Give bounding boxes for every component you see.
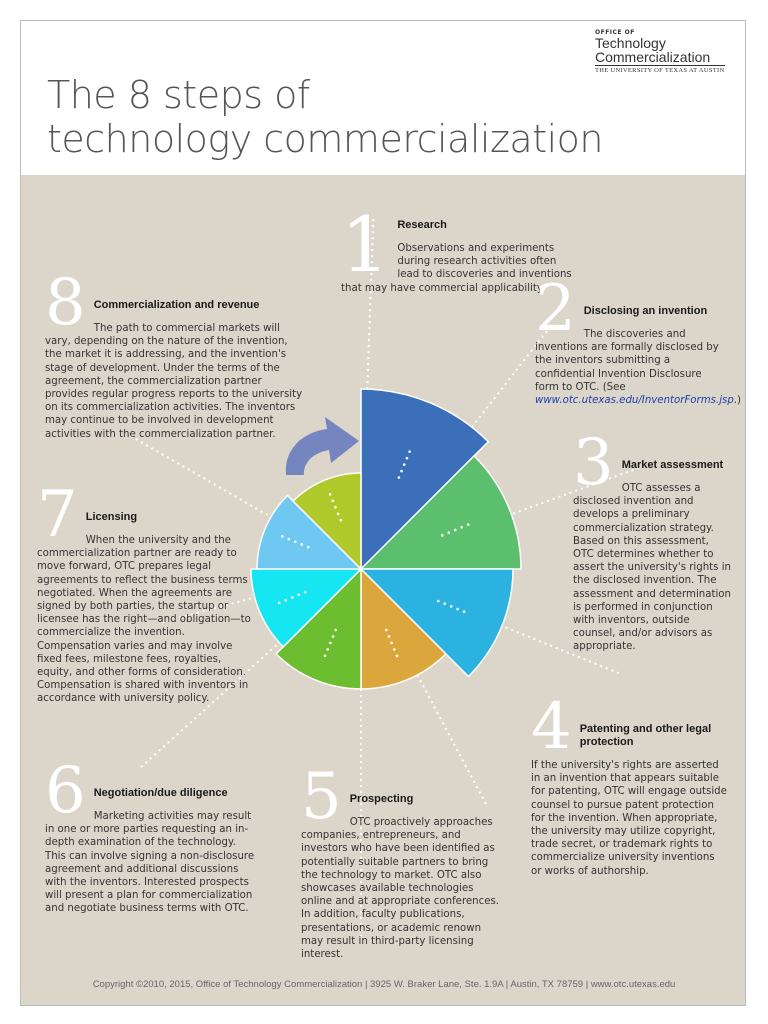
step-number: 7 xyxy=(37,478,78,552)
step-negotiation xyxy=(45,754,259,916)
step-market-assessment xyxy=(573,426,732,654)
wedge-dot xyxy=(291,596,294,599)
logo-university: THE UNIVERSITY OF TEXAS AT AUSTIN xyxy=(595,67,725,74)
step-number: 1 xyxy=(341,200,390,289)
step-title: Licensing xyxy=(85,511,138,523)
wedge-dot xyxy=(294,540,297,543)
title-line-1: The 8 steps of xyxy=(47,73,310,117)
wedge-dot xyxy=(463,610,466,613)
step-text: Observations and experiments during research activities often lead to discoveries and inventions that may have commercial applicability. xyxy=(341,243,572,294)
wedge-dot xyxy=(284,599,287,602)
step-text: The path to commercial markets will vary, depending on the nature of the invention, the market it is addressing, and the invention's stage of development. Under the terms of the agreement, the commercialization partner provides regular progress reports to the university on its commercialization activities. The inventors may continue to be involved in development activities with the commercialization partner. xyxy=(45,323,303,440)
wedge-dot xyxy=(443,602,446,605)
wedge-dot xyxy=(393,648,396,651)
wedge-dot xyxy=(437,600,440,603)
step-number: 2 xyxy=(535,272,576,346)
step-title: Research xyxy=(397,219,447,231)
wedge-dot xyxy=(329,493,332,496)
wedge-dot xyxy=(304,591,307,594)
step-number: 6 xyxy=(45,754,86,828)
step-title: Negotiation/due diligence xyxy=(93,787,228,799)
step-title: Disclosing an invention xyxy=(583,305,708,317)
wedge-dot xyxy=(334,506,337,509)
wedge-dot xyxy=(307,546,310,549)
wedge-dot xyxy=(326,648,329,651)
page-title xyxy=(47,73,603,161)
header xyxy=(21,21,746,175)
wedge-dot xyxy=(332,635,335,638)
wedge-dot xyxy=(385,629,388,632)
wedge-dot xyxy=(329,642,332,645)
step-licensing xyxy=(37,478,251,706)
wedge-dot xyxy=(396,655,399,658)
wedge-dot xyxy=(406,457,409,460)
wedge-dot xyxy=(456,608,459,611)
wedge-dot xyxy=(450,605,453,608)
poster xyxy=(20,20,746,1006)
wedge-dot xyxy=(300,543,303,546)
title-line-2: technology commercialization xyxy=(47,117,603,161)
footer: Copyright ©2010, 2015, Office of Technology Commercialization | 3925 W. Braker Lane, Ste. 1.9A | Austin, TX 78759 | www.otc.utexas.edu xyxy=(92,979,676,990)
wedge-dot xyxy=(403,463,406,466)
wedge-dot xyxy=(287,538,290,541)
step-disclosing xyxy=(535,272,742,407)
wedge-dot xyxy=(398,476,401,479)
step-number: 4 xyxy=(531,690,572,764)
wedge-dot xyxy=(390,642,393,645)
step-prospecting xyxy=(301,760,501,961)
wedge-dot xyxy=(331,500,334,503)
otc-logo xyxy=(595,29,725,74)
step-title: Prospecting xyxy=(349,793,414,805)
logo-line-2: Commercialization xyxy=(595,49,711,65)
wedge-dot xyxy=(467,523,470,526)
step-number: 5 xyxy=(301,760,342,834)
step-text-body: The discoveries and inventions are formally disclosed by the inventors submitting a confidential Invention Disclosure form to OTC. (See xyxy=(535,329,719,393)
step-number: 8 xyxy=(45,266,86,340)
wedge-dot xyxy=(324,655,327,658)
step-number: 3 xyxy=(573,426,614,500)
wedge-dot xyxy=(297,594,300,597)
wedge-dot xyxy=(281,535,284,538)
wedge-dot xyxy=(337,512,340,515)
step-text: When the university and the commercialization partner are ready to move forward, OTC prepares legal agreements to reflect the business terms negotiated. When the agreements are signed by both parties, the startup or licensee has the right—and obligation—to commercialize the invention. Compensation varies and may involve fixed fees, milestone fees, royalties, equity, and other forms of consideration. Compensation is shared with inventors in accordance with university policy. xyxy=(37,535,251,705)
wedge-dot xyxy=(400,470,403,473)
step-text: If the university's rights are asserted in an invention that appears suitable for patenting, OTC will engage outside counsel to pursue patent protection for the invention. When appropriate, the university may utilize copyright, trade secret, or trademark rights to commercialize university inventions or works of authorship. xyxy=(531,760,727,877)
wedge-dot xyxy=(278,602,281,605)
wedge-dot xyxy=(408,450,411,453)
wedge-dot xyxy=(388,635,391,638)
step-patenting xyxy=(531,690,727,878)
wedge-dot xyxy=(334,629,337,632)
wedge-dot xyxy=(441,534,444,537)
step-commercialization xyxy=(45,266,305,441)
wedge-dot xyxy=(339,519,342,522)
wedge-dot xyxy=(454,529,457,532)
steps-panel xyxy=(21,175,746,1006)
step-title: Commercialization and revenue xyxy=(93,299,260,311)
wedge-dot xyxy=(447,531,450,534)
step-text: OTC proactively approaches companies, entrepreneurs, and investors who have been identified as potentially suitable partners to bring the technology to market. OTC also showcases available technologies online and at appropriate conferences. In addition, faculty publications, presentations, or academic renown may result in third-party licensing interest. xyxy=(301,817,500,961)
step-text: Marketing activities may result in one or more parties requesting an in-depth examination of the technology. This can involve signing a non-disclosure agreement and additional discussions with the inventors. Interested prospects will present a plan for commercialization and negotiate business terms with OTC. xyxy=(45,811,255,915)
step-text: OTC assesses a disclosed invention and develops a preliminary commercialization strategy. Based on this assessment, OTC determines whether to assert the university's rights in the disclosed invention. The assessment and determination is performed in conjunction with inventors, outside counsel, and/or advisors as appropriate. xyxy=(573,483,732,653)
step-title: Patenting and other legal protection xyxy=(579,723,712,748)
wedge-dot xyxy=(460,526,463,529)
step-title: Market assessment xyxy=(621,459,724,471)
inventor-forms-link[interactable]: www.otc.utexas.edu/InventorForms.jsp xyxy=(535,395,734,407)
logo-office-of: OFFICE OF xyxy=(595,29,635,36)
step-text-end: .) xyxy=(733,395,742,407)
logo-line-1: Technology xyxy=(595,35,666,51)
